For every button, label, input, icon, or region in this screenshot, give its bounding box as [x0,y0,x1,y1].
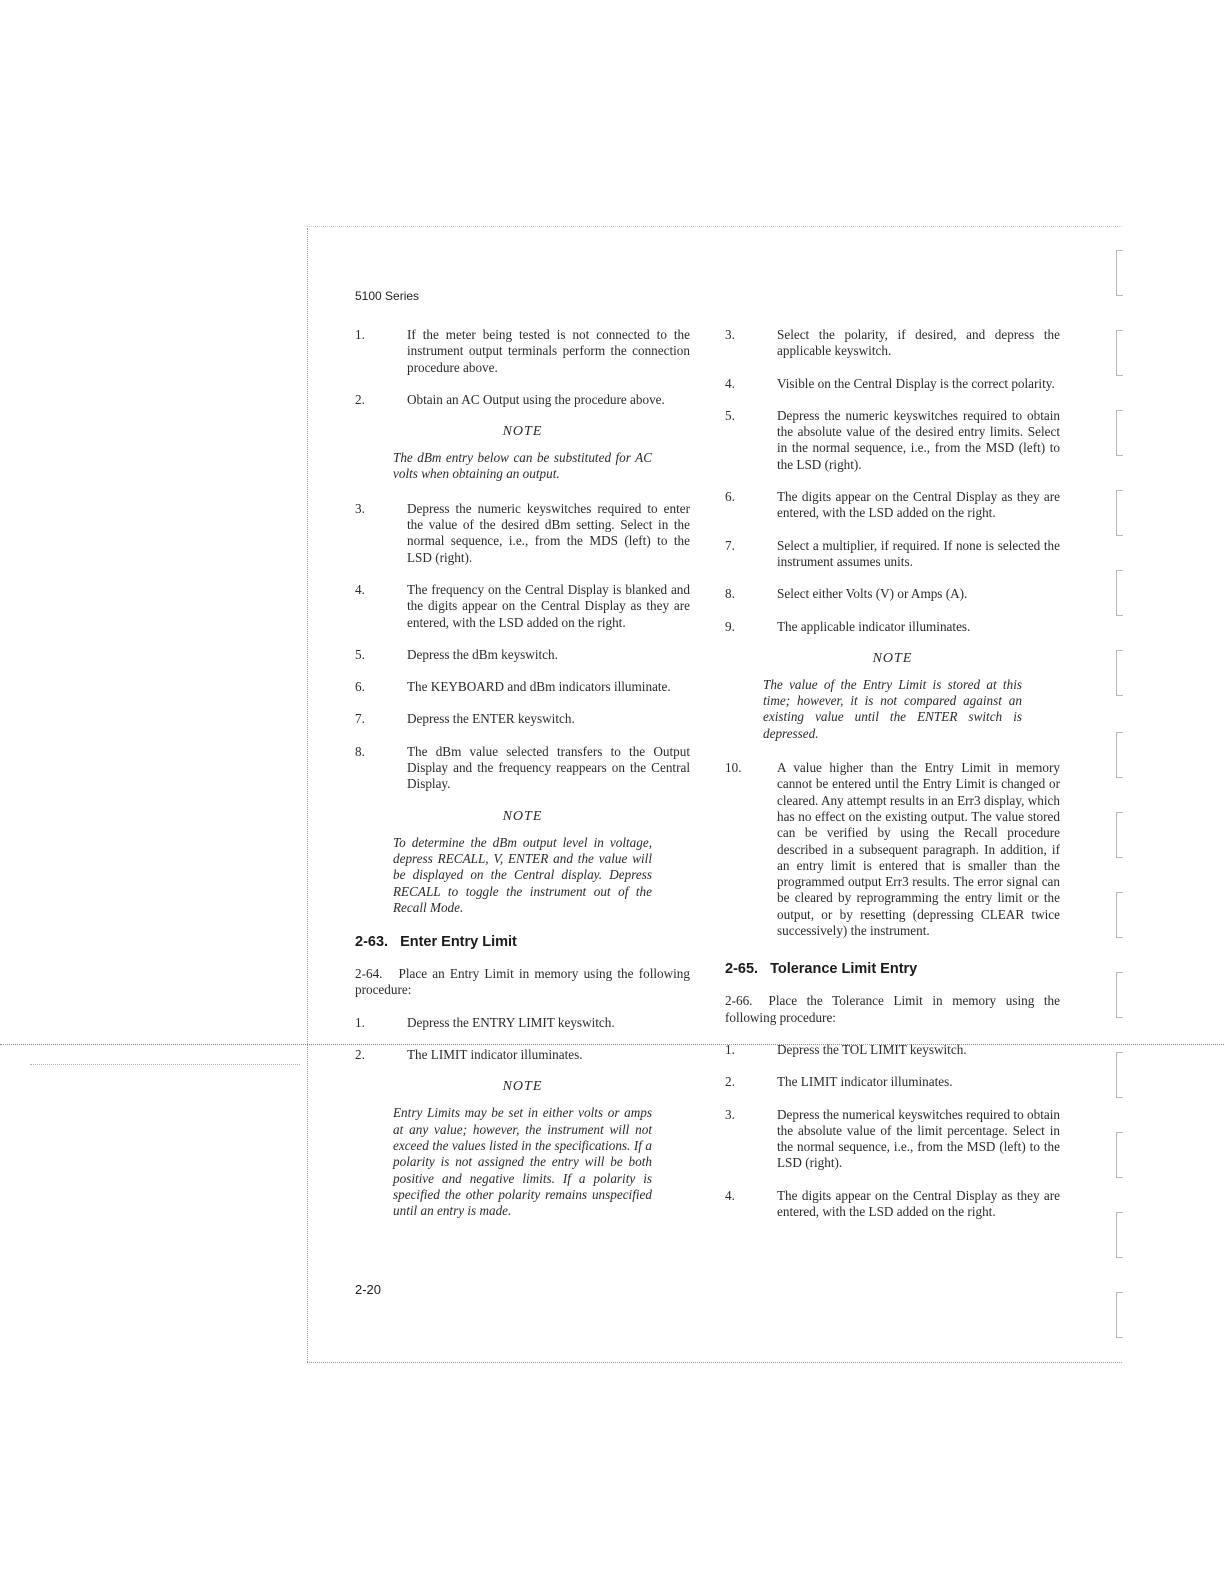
scan-border-bottom [307,1362,1122,1363]
item-text: The LIMIT indicator illuminates. [407,1047,583,1063]
item-text: Depress the dBm keyswitch. [407,646,558,662]
item-number: 9. [725,618,735,634]
section-title: Tolerance Limit Entry [770,961,918,978]
list-item [355,744,690,793]
margin-bracket [1116,1292,1123,1338]
paragraph-number: 2-64. [355,966,383,982]
section-heading [725,961,1060,977]
item-number: 1. [355,327,365,342]
section-title: Enter Entry Limit [400,934,517,951]
page-header: 5100 Series [355,289,420,303]
margin-bracket [1116,1132,1123,1178]
note-title: NOTE [502,1079,543,1095]
item-text: Depress the numeric keyswitches required to obtain the absolute value of the desired entry limits. Select in the normal sequence, i.e., from the MSD (left) to the LSD (right). [777,407,1060,472]
scan-border-top [307,226,1122,227]
list-item [725,1188,1060,1221]
section-number: 2-65. [725,961,759,978]
item-number: 4. [725,375,735,391]
item-number: 8. [355,743,365,759]
item-text: Obtain an AC Output using the procedure above. [407,391,665,407]
page-number: 2-20 [355,1282,382,1297]
item-number: 5. [355,646,365,662]
list-item [355,1015,690,1031]
item-text: Depress the ENTER keyswitch. [407,711,575,727]
list-item [725,376,1060,392]
section-heading [355,934,690,950]
note-body: The value of the Entry Limit is stored at this time; however, it is not compared against an existing value until the ENTER switch is depressed. [763,676,1022,741]
item-text: The frequency on the Central Display is blanked and the digits appear on the Central Display as they are entered, with the LSD added on the right. [407,581,690,630]
list-item [725,1107,1060,1172]
item-number: 3. [355,500,365,516]
item-number: 3. [725,327,735,342]
note-body: To determine the dBm output level in voltage, depress RECALL, V, ENTER and the value will be displayed on the Central display. Depress RECALL to toggle the instrument out of the Recall Mode. [393,834,652,915]
margin-bracket [1116,490,1123,536]
item-number: 6. [725,489,735,505]
item-text: Visible on the Central Display is the correct polarity. [777,375,1055,391]
paragraph-text: Place an Entry Limit in memory using the following procedure: [355,966,690,998]
list-item [725,489,1060,522]
list-item [355,1047,690,1063]
item-number: 6. [355,679,365,695]
item-number: 7. [725,537,735,553]
list-item [355,647,690,663]
note-title: NOTE [502,424,543,440]
item-number: 2. [355,391,365,407]
item-text: The applicable indicator illuminates. [777,618,971,634]
item-text: The LIMIT indicator illuminates. [777,1074,953,1090]
item-number: 7. [355,711,365,727]
scan-border-left [307,228,308,1362]
item-number: 8. [725,586,735,602]
item-number: 4. [355,581,365,597]
list-item [355,582,690,631]
item-number: 5. [725,407,735,423]
item-text: A value higher than the Entry Limit in memory cannot be entered until the Entry Limit is changed or cleared. Any attempt results in an Err3 display, which has no effect on the existing output. The value stored can be verified by using the Recall procedure described in a subsequent paragraph. In addition, if an entry limit is entered that is smaller than the programmed output Err3 results. The error signal can be cleared by reprogramming the entry limit or the output, or by resetting (depressing CLEAR twice successively) the instrument. [777,760,1060,939]
paragraph [355,966,690,999]
paragraph [725,993,1060,1026]
margin-bracket [1116,812,1123,858]
list-item [725,586,1060,602]
list-item [355,327,690,376]
item-text: Select the polarity, if desired, and depress the applicable keyswitch. [777,327,1060,359]
item-text: The digits appear on the Central Display as they are entered, with the LSD added on the right. [777,489,1060,521]
list-item [725,538,1060,571]
left-column [355,327,690,1237]
list-item [355,392,690,408]
item-text: The digits appear on the Central Display as they are entered, with the LSD added on the right. [777,1187,1060,1219]
item-number: 1. [355,1014,365,1030]
fold-line-margin [30,1064,300,1065]
margin-bracket [1116,732,1123,778]
paragraph-number: 2-66. [725,993,753,1009]
list-item [355,711,690,727]
note-body: Entry Limits may be set in either volts or amps at any value; however, the instrument will not exceed the values listed in the specifications. If a polarity is not assigned the entry will be both positive and negative limits. If a polarity is specified the other polarity remains unspecified until an entry is made. [393,1105,652,1219]
margin-bracket [1116,410,1123,456]
item-text: The KEYBOARD and dBm indicators illuminate. [407,679,671,695]
item-number: 2. [355,1047,365,1063]
item-text: Depress the numeric keyswitches required to enter the value of the desired dBm setting. Select in the normal sequence, i.e., from the MDS (left) to the LSD (right). [407,500,690,565]
margin-bracket [1116,892,1123,938]
list-item [725,1074,1060,1090]
item-number: 2. [725,1074,735,1090]
margin-bracket [1116,650,1123,696]
item-number: 4. [725,1187,735,1203]
list-item [355,679,690,695]
list-item [725,760,1060,939]
list-item [725,327,1060,360]
item-text: If the meter being tested is not connected to the instrument output terminals perform the connection procedure above. [407,327,690,375]
item-text: The dBm value selected transfers to the Output Display and the frequency reappears on the Central Display. [407,743,690,792]
right-column [725,327,1060,1236]
item-text: Select a multiplier, if required. If none is selected the instrument assumes units. [777,537,1060,569]
margin-bracket [1116,330,1123,376]
item-number: 1. [725,1041,735,1057]
list-item [725,619,1060,635]
item-text: Select either Volts (V) or Amps (A). [777,586,968,602]
paragraph-text: Place the Tolerance Limit in memory using the following procedure: [725,993,1060,1025]
margin-bracket [1116,1052,1123,1098]
list-item [355,501,690,566]
note-body: The dBm entry below can be substituted for AC volts when obtaining an output. [393,450,652,482]
margin-bracket [1116,1212,1123,1258]
margin-bracket [1116,972,1123,1018]
section-number: 2-63. [355,934,389,951]
list-item [725,408,1060,473]
list-item [725,1042,1060,1058]
margin-bracket [1116,570,1123,616]
item-number: 3. [725,1106,735,1122]
margin-bracket [1116,250,1123,296]
item-text: Depress the TOL LIMIT keyswitch. [777,1041,967,1057]
item-text: Depress the numerical keyswitches required to obtain the absolute value of the limit percentage. Select in the normal sequence, i.e., from the MSD (left) to the LSD (right). [777,1106,1060,1171]
note-title: NOTE [872,650,913,666]
note-title: NOTE [502,808,543,824]
item-number: 10. [725,760,742,776]
item-text: Depress the ENTRY LIMIT keyswitch. [407,1014,615,1030]
